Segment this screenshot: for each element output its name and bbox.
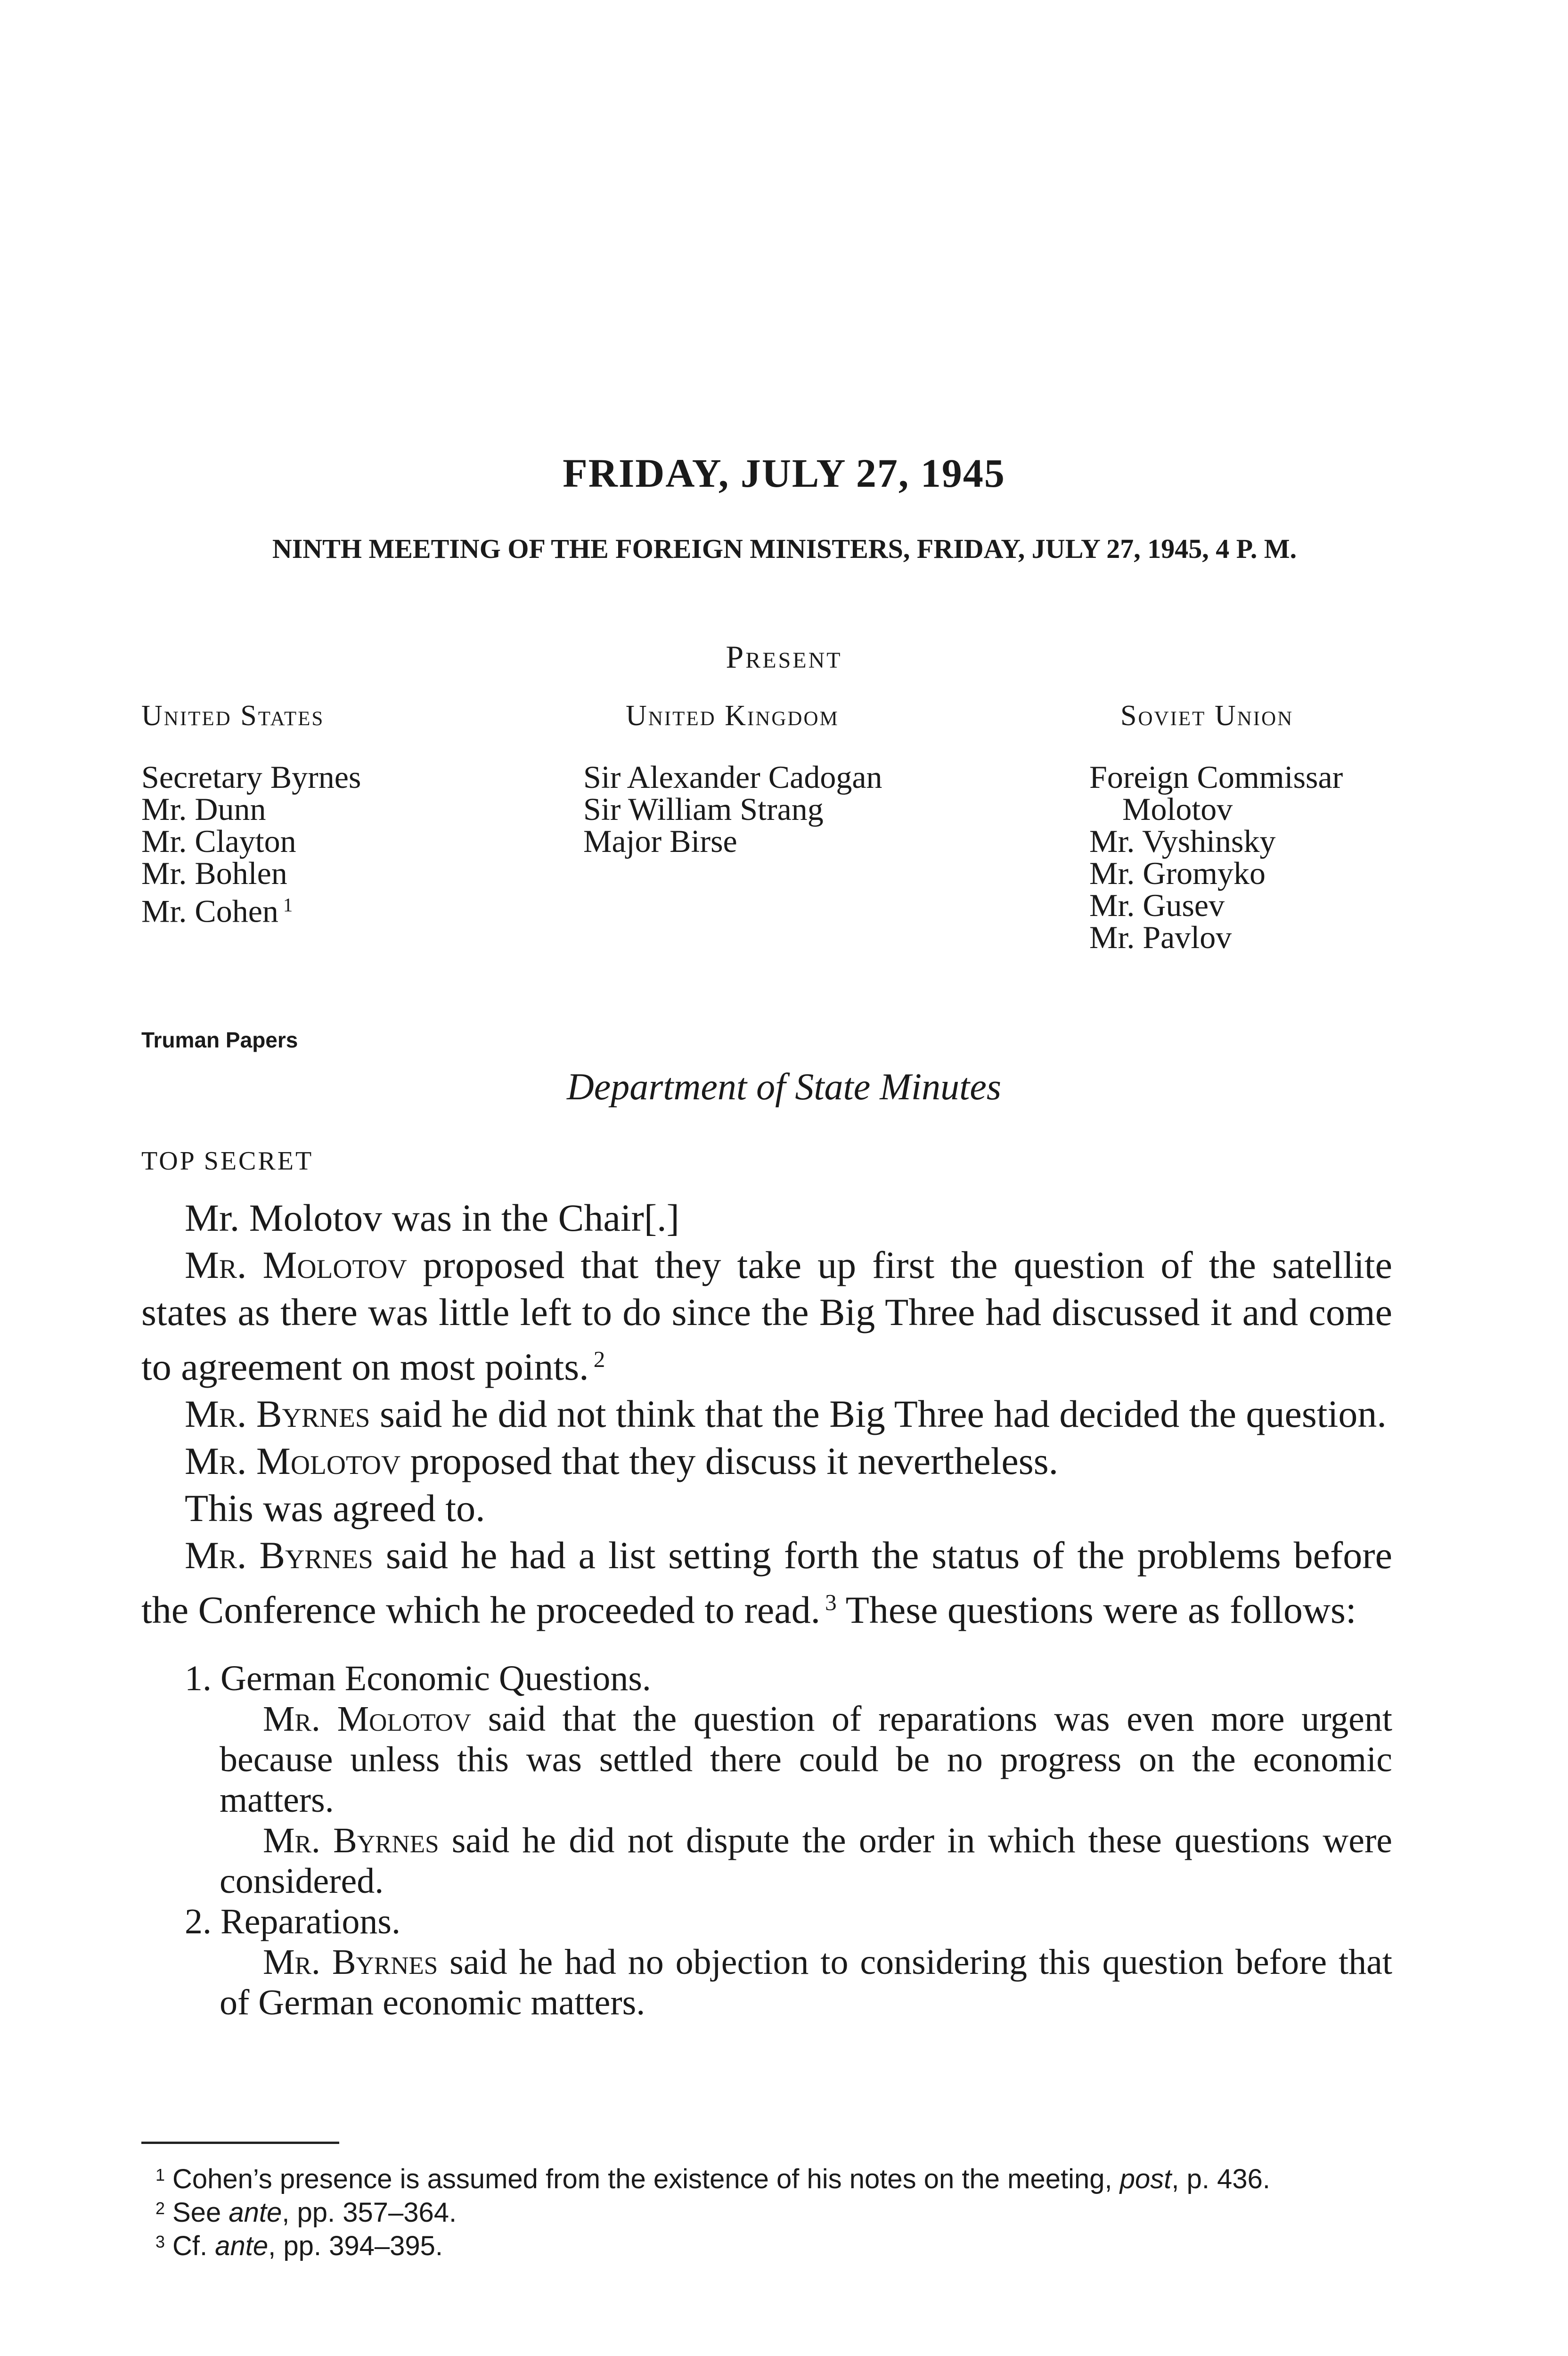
classification-label: TOP SECRET <box>141 1146 314 1176</box>
delegate: Major Birse <box>583 823 737 859</box>
footnote-text: See <box>172 2197 229 2228</box>
list-item-title <box>141 1901 1392 1942</box>
delegation-united-states <box>141 700 361 927</box>
footnote-text: , p. 436. <box>1171 2164 1270 2195</box>
questions-list <box>141 1658 1392 2023</box>
list-item-label: Reparations. <box>220 1902 401 1942</box>
paragraph <box>141 1438 1392 1485</box>
speaker: Mr. Byrnes <box>185 1534 373 1577</box>
paragraph: Mr. Molotov was in the Chair[.] <box>185 1196 679 1239</box>
paragraph-text: proposed that they discuss it nevertheless. <box>400 1440 1059 1483</box>
speaker: Mr. Molotov <box>185 1243 407 1286</box>
paragraph: This was agreed to. <box>185 1487 485 1530</box>
footnote-citation: ante <box>229 2197 282 2228</box>
list-item-paragraph <box>141 1820 1392 1901</box>
date-title: FRIDAY, JULY 27, 1945 <box>563 450 1005 496</box>
paragraph-text: said he did not think that the Big Three had decided the question. <box>370 1392 1387 1436</box>
list-item-paragraph <box>141 1699 1392 1820</box>
paragraph-text: proposed that they take up first the question of the satellite states as there was little left to do since the Big Three had discussed it and come to agreement on most points. <box>141 1243 1392 1389</box>
footnote-ref: 1 <box>283 894 293 916</box>
speaker: Mr. Byrnes <box>185 1392 370 1436</box>
speaker: Mr. Byrnes <box>263 1821 439 1861</box>
paragraph <box>141 1242 1392 1391</box>
delegate: Molotov <box>1122 791 1233 827</box>
paragraph-text: said that the question of reparations was even more urgent because unless this was settled there could be no progress on the economic matters. <box>220 1699 1392 1820</box>
footnote-number: 3 <box>155 2232 165 2252</box>
footnote-number: 2 <box>155 2199 165 2218</box>
list-item-label: German Economic Questions. <box>220 1659 651 1699</box>
footnotes <box>141 2160 1392 2261</box>
paragraph <box>141 1391 1392 1438</box>
footnote-text: Cf. <box>172 2231 215 2262</box>
footnote-text: Cohen’s presence is assumed from the existence of his notes on the meeting, <box>172 2164 1120 2195</box>
delegate: Mr. Gusev <box>1089 887 1225 923</box>
list-item-number: 2. <box>185 1902 212 1942</box>
list-item-paragraph <box>141 1942 1392 2023</box>
delegate: Foreign Commissar <box>1089 759 1343 795</box>
meeting-heading: NINTH MEETING OF THE FOREIGN MINISTERS, FRIDAY, JULY 27, 1945, 4 P. M. <box>272 533 1297 564</box>
paragraph-text: said he did not dispute the order in which these questions were considered. <box>220 1821 1393 1901</box>
footnote <box>141 2160 1392 2194</box>
footnote-citation: post <box>1119 2164 1172 2195</box>
delegate: Sir Alexander Cadogan <box>583 759 882 795</box>
footnote-ref: 2 <box>593 1346 605 1372</box>
list-item-number: 1. <box>185 1659 212 1699</box>
footnote-citation: ante <box>215 2231 269 2262</box>
speaker: Mr. Molotov <box>263 1699 472 1739</box>
source-label: Truman Papers <box>141 1028 298 1052</box>
delegate: Mr. Pavlov <box>1089 919 1232 955</box>
minutes-body <box>141 1194 1392 2023</box>
footnote-text: , pp. 394–395. <box>268 2231 443 2262</box>
delegate: Mr. Gromyko <box>1089 855 1266 891</box>
delegate: Mr. Vyshinsky <box>1089 823 1276 859</box>
list-item-title <box>141 1658 1392 1699</box>
paragraph-text: These questions were as follows: <box>836 1588 1356 1632</box>
list-item <box>141 1901 1392 2023</box>
delegation-soviet-union <box>1089 700 1343 953</box>
footnote <box>141 2227 1392 2261</box>
delegation-heading: Soviet Union <box>1120 700 1294 732</box>
footnote <box>141 2194 1392 2227</box>
delegation-heading: United Kingdom <box>626 700 839 732</box>
delegate: Mr. Dunn <box>141 791 266 827</box>
paragraph-text: said he had a list setting forth the status of the problems before the Conference which he proceeded to read. <box>141 1534 1392 1632</box>
footnote-ref: 3 <box>825 1589 837 1616</box>
delegation-heading: United States <box>141 700 325 732</box>
footnote-number: 1 <box>155 2165 165 2184</box>
delegation-united-kingdom <box>583 700 882 857</box>
footnote-text: , pp. 357–364. <box>282 2197 457 2228</box>
delegate-with-footnote <box>141 889 361 927</box>
speaker: Mr. Molotov <box>185 1440 401 1483</box>
present-label: Present <box>726 639 842 675</box>
delegate: Mr. Clayton <box>141 823 296 859</box>
list-item <box>141 1658 1392 1901</box>
delegate: Sir William Strang <box>583 791 824 827</box>
speaker: Mr. Byrnes <box>263 1942 438 1982</box>
paragraph <box>141 1532 1392 1634</box>
paragraph-text: said he had no objection to considering this question before that of German economic matters. <box>220 1942 1392 2023</box>
delegate: Mr. Bohlen <box>141 855 287 891</box>
footnote-divider <box>141 2142 339 2144</box>
delegate: Secretary Byrnes <box>141 759 361 795</box>
delegate: Mr. Cohen <box>141 893 278 929</box>
document-title: Department of State Minutes <box>566 1066 1002 1108</box>
